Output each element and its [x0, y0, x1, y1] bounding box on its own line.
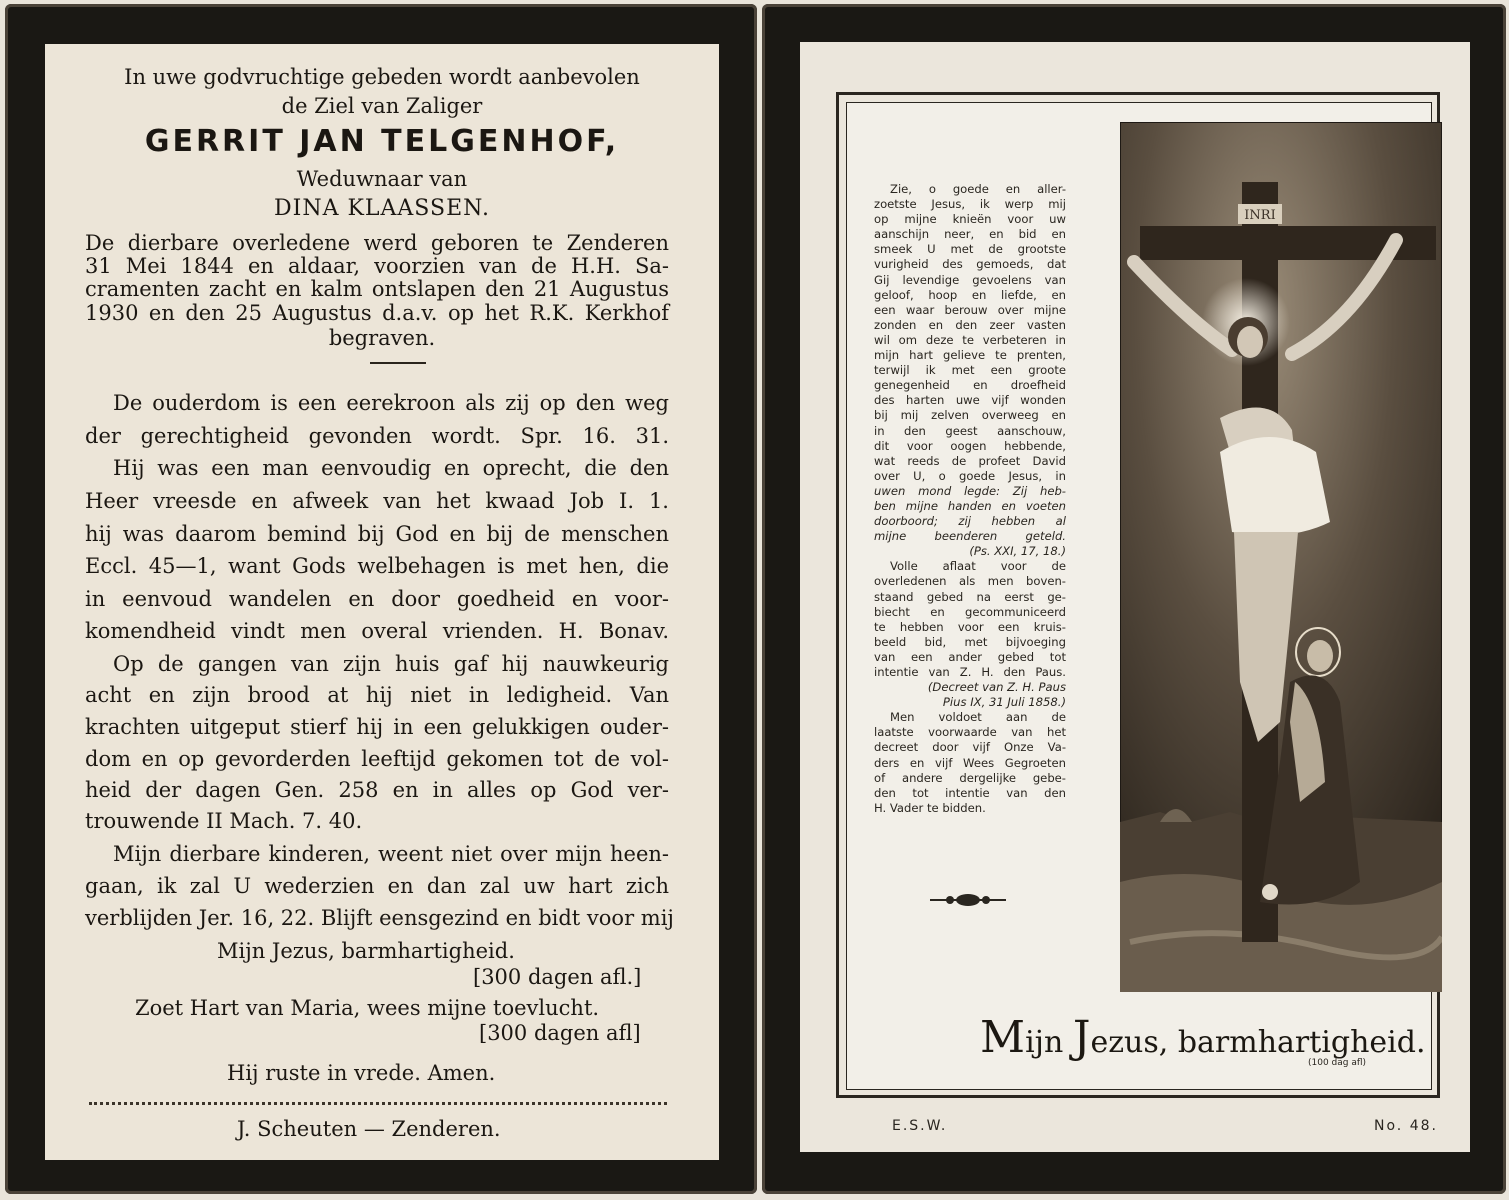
text-line: der gerechtigheid gevonden wordt. Spr. 16. 31. [85, 424, 669, 448]
crucifixion-picture [1120, 122, 1442, 992]
text-line: Op de gangen van zijn huis gaf hij nauwkeurig [113, 652, 669, 676]
prayer-line: aanschijn neer, en bid en [874, 227, 1066, 242]
text-line: in eenvoud wandelen en door goedheid en voor- [85, 587, 669, 611]
prayer-line: zoetste Jesus, ik werp mij [874, 197, 1066, 212]
prayer-line: dit voor oogen hebbende, [874, 438, 1066, 453]
prayer-line: H. Vader te bidden. [874, 800, 986, 815]
ornament [928, 890, 1008, 910]
prayer-line: mijn hart gelieve te prenten, [874, 348, 1066, 363]
prayer-line: wil om deze te verbeteren in [874, 332, 1066, 347]
bio-line: begraven. [328, 326, 436, 350]
indulgence-2: [300 dagen afl] [479, 1021, 641, 1045]
prayer-line: terwijl ik met een groote [874, 363, 1066, 378]
prayer-line: geloof, hoop en liefde, en [874, 287, 1066, 302]
text-line: komendheid vindt men overal vrienden. H. Bonav. [85, 619, 669, 643]
deceased-name: GERRIT JAN TELGENHOF, [144, 124, 620, 159]
text-line: gaan, ik zal U wederzien en dan zal uw hart zich [85, 874, 669, 898]
prayer-line: Pius IX, 31 Juli 1858.) [942, 695, 1066, 710]
text-line: krachten uitgeput stierf hij in een gelukkigen ouder- [85, 715, 669, 739]
short-prayer-2: Zoet Hart van Maria, wees mijne toevlucht. [135, 996, 600, 1020]
prayer-line: staand gebed na eerst ge- [874, 589, 1066, 604]
prayer-line: genegenheid en droefheid [874, 378, 1066, 393]
prayer-line: wat reeds de profeet David [874, 453, 1066, 468]
motto-initial: M [980, 1012, 1026, 1063]
text-line: trouwende II Mach. 7. 40. [85, 809, 363, 833]
dotted-divider [89, 1102, 667, 1105]
closing-line: Hij ruste in vrede. Amen. [227, 1061, 496, 1085]
spouse-name: DINA KLAASSEN. [274, 196, 490, 221]
indulgence-1: [300 dagen afl.] [473, 965, 642, 989]
prayer-line: ders en vijf Wees Gegroeten [874, 755, 1066, 770]
card-text-panel [45, 44, 719, 1160]
prayer-line: doorboord; zij hebben al [874, 514, 1066, 529]
prayer-line: vurigheid des gemoeds, dat [874, 257, 1066, 272]
image-panel [800, 42, 1470, 1152]
cross-title: INRI [1244, 208, 1276, 223]
intro-line-2: de Ziel van Zaliger [281, 94, 483, 118]
prayer-line: zonden en den zeer vasten [874, 317, 1066, 332]
text-line: acht en zijn brood at hij niet in ledigheid. Van [85, 683, 669, 707]
text-line: Hij was een man eenvoudig en oprecht, die den [113, 456, 669, 480]
prayer-line: mijne beenderen geteld. [874, 529, 1066, 544]
prayer-line: uwen mond legde: Zij heb- [874, 483, 1066, 498]
bio-line: cramenten zacht en kalm ontslapen den 21 Augustus [85, 277, 669, 301]
prayer-line: in den geest aanschouw, [874, 423, 1066, 438]
prayer-line: Gij levendige gevoelens van [874, 272, 1066, 287]
bio-line: De dierbare overledene werd geboren te Zenderen [85, 231, 669, 255]
motto-text: ijn [1025, 1025, 1073, 1060]
prayer-line: Zie, o goede en aller- [890, 182, 1066, 196]
text-line: Eccl. 45—1, want Gods welbehagen is met hen, die [85, 554, 669, 578]
motto-initial: J [1072, 1012, 1091, 1063]
prayer-line: over U, o goede Jesus, in [874, 468, 1066, 483]
prayer-line: Men voldoet aan de [890, 710, 1066, 725]
prayer-line: smeek U met de grootste [874, 242, 1066, 257]
prayer-line: op mijne knieën voor uw [874, 212, 1066, 227]
prayer-line: beeld bid, met bijvoeging [874, 634, 1066, 649]
prayer-line: bij mij zelven overweeg en [874, 408, 1066, 423]
text-line: heid der dagen Gen. 258 en in alles op God ver- [85, 778, 669, 802]
prayer-line: den tot intentie van den [874, 785, 1066, 800]
bio-line: 31 Mei 1844 en aldaar, voorzien van de H.H. Sa- [85, 254, 669, 278]
prayer-line: overledenen als men boven- [874, 574, 1066, 589]
text-line: verblijden Jer. 16, 22. Blijft eensgezind en bidt voor mij [85, 906, 674, 930]
divider [370, 362, 426, 364]
prayer-text [874, 182, 1066, 816]
prayer-line: decreet door vijf Onze Va- [874, 740, 1066, 755]
motto-note: (100 dag afl) [1308, 1058, 1367, 1068]
short-prayer-1: Mijn Jezus, barmhartigheid. [217, 939, 515, 963]
prayer-line: biecht en gecommuniceerd [874, 604, 1066, 619]
bio-line: 1930 en den 25 Augustus d.a.v. op het R.K. Kerkhof [85, 301, 669, 325]
prayer-line: des harten uwe vijf wonden [874, 393, 1066, 408]
prayer-line: ben mijne handen en voeten [874, 498, 1066, 513]
text-line: Heer vreesde en afweek van het kwaad Job I. 1. [85, 489, 669, 513]
motto-text: ezus, barmhartigheid. [1090, 1025, 1426, 1060]
text-line: De ouderdom is een eerekroon als zij op den weg [113, 391, 669, 415]
text-line: Mijn dierbare kinderen, weent niet over mijn heen- [113, 842, 669, 866]
prayer-line: van een ander gebed tot [874, 649, 1066, 664]
prayer-line: of andere dergelijke gebe- [874, 770, 1066, 785]
prayer-line: te hebben voor een kruis- [874, 619, 1066, 634]
prayer-line: (Ps. XXI, 17, 18.) [969, 544, 1066, 559]
printer-line: J. Scheuten — Zenderen. [237, 1117, 501, 1141]
memorial-card-right [762, 4, 1506, 1194]
prayer-line: een waar berouw over mijne [874, 302, 1066, 317]
prayer-line: intentie van Z. H. den Paus. [874, 665, 1066, 679]
memorial-card-left [5, 4, 757, 1194]
prayer-line: Volle aflaat voor de [890, 559, 1066, 574]
prayer-line: laatste voorwaarde van het [874, 725, 1066, 740]
text-line: hij was daarom bemind bij God en bij de menschen [85, 522, 669, 546]
prayer-line: (Decreet van Z. H. Paus [927, 680, 1066, 695]
motto-heading [980, 1012, 1426, 1063]
publisher-initials: E.S.W. [892, 1118, 948, 1134]
text-line: dom en op gevorderden leeftijd gekomen tot de vol- [85, 747, 669, 771]
relation-label: Weduwnaar van [296, 167, 468, 191]
intro-line-1: In uwe godvruchtige gebeden wordt aanbevolen [124, 65, 640, 89]
card-number: No. 48. [1374, 1118, 1438, 1134]
